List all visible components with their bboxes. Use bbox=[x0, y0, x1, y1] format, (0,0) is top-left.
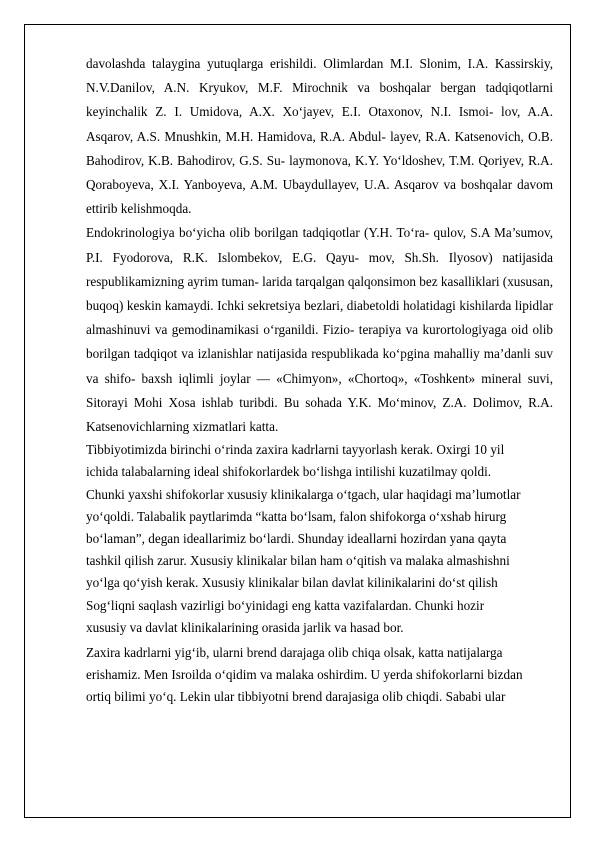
text-line: Tibbiyotimizda birinchi o‘rinda zaxira kadrlarni tayyorlash kerak. Oxirgi 10 yil bbox=[86, 442, 505, 458]
text-line: Sog‘liqni saqlash vazirligi bo‘yinidagi eng katta vazifalardan. Chunki hozir bbox=[86, 597, 485, 613]
text-line: tashkil qilish zarur. Xususiy klinikalar bilan ham o‘qitish va malaka almashishni bbox=[86, 553, 510, 569]
paragraph-endocrinology: Endokrinologiya bo‘yicha olib borilgan tadqiqotlar (Y.H. To‘ra- qulov, S.A Ma’sumov, P.I. Fyodorova, R.K. Islombekov, E.G. Qayu- mov, Sh.Sh. Ilyosov) natijasida respublikamizning ayrim tuman- larida tarqalgan qalqonsimon bez kasalliklari (xususan, buqoq) keskin kamaydi. Ichki sekretsiya bezlari, diabetoldi holatidagi kishilarda lipidlar almashinuvi va gemodinamikasi o‘rganildi. Fizio- terapiya va kurortologiyaga oid olib borilgan tadqiqot va izlanishlar natijasida respublikada ko‘pgina mahalliy ma’danli suv va shifo- baxsh iqlimli joylar — «Chimyon», «Chortoq», «Toshkent» mineral suvi, Sitorayi Mohi Xosa ishlab turibdi. Bu sohada Y.K. Mo‘minov, Z.A. Dolimov, R.A. Katsenovichlarning xizmatlari katta. bbox=[86, 225, 553, 435]
text-line: ortiq bilimi yo‘q. Lekin ular tibbiyotni brend darajasiga olib chiqdi. Sababi ular bbox=[86, 689, 506, 705]
paragraph-scientists: davolashda talaygina yutuqlarga erishildi. Olimlardan M.I. Slonim, I.A. Kassirskiy, N.V.Danilov, A.N. Kryukov, M.F. Mirochnik va boshqalar bergan tadqiqotlarni keyinchalik Z. I. Umidova, A.X. Xo‘jayev, E.I. Otaxonov, N.I. Ismoi- lov, A.A. Asqarov, A.S. Mnushkin, M.H. Hamidova, R.A. Abdul- layev, R.A. Katsenovich, O.B. Bahodirov, K.B. Bahodirov, G.S. Su- laymonova, K.Y. Yo‘ldoshev, T.M. Qoriyev, R.A. Qoraboyeva, X.I. Yanboyeva, A.M. Ubaydullayev, U.A. Asqarov va boshqalar davom ettirib kelishmoqda. bbox=[86, 56, 553, 217]
text-line: yo‘lga qo‘yish kerak. Xususiy klinikalar bilan davlat kilinikalarini do‘st qilish bbox=[86, 575, 498, 591]
text-line: Zaxira kadrlarni yig‘ib, ularni brend darajaga olib chiqa olsak, katta natijalarga bbox=[86, 645, 503, 661]
text-line: ichida talabalarning ideal shifokorlardek bo‘lishga intilishi kuzatilmay qoldi. bbox=[86, 464, 492, 480]
paragraph-brand-level bbox=[86, 642, 553, 709]
text-line: xususiy va davlat klinikalarining orasida jarlik va hasad bor. bbox=[86, 619, 404, 635]
text-line: yo‘qoldi. Talabalik paytlarimda “katta bo‘lsam, falon shifokorga o‘xshab hirurg bbox=[86, 508, 507, 524]
text-line: Chunki yaxshi shifokorlar xususiy klinikalarga o‘tgach, ular haqidagi ma’lumotlar bbox=[86, 486, 521, 502]
text-line: erishamiz. Men Isroilda o‘qidim va malaka oshirdim. U yerda shifokorlarni bizdan bbox=[86, 667, 523, 683]
paragraph-reserve-staff bbox=[86, 439, 553, 639]
document-page bbox=[86, 52, 553, 709]
text-line: bo‘laman”, degan ideallarimiz bo‘lardi. Shunday ideallarni hozirdan yana qayta bbox=[86, 531, 507, 547]
